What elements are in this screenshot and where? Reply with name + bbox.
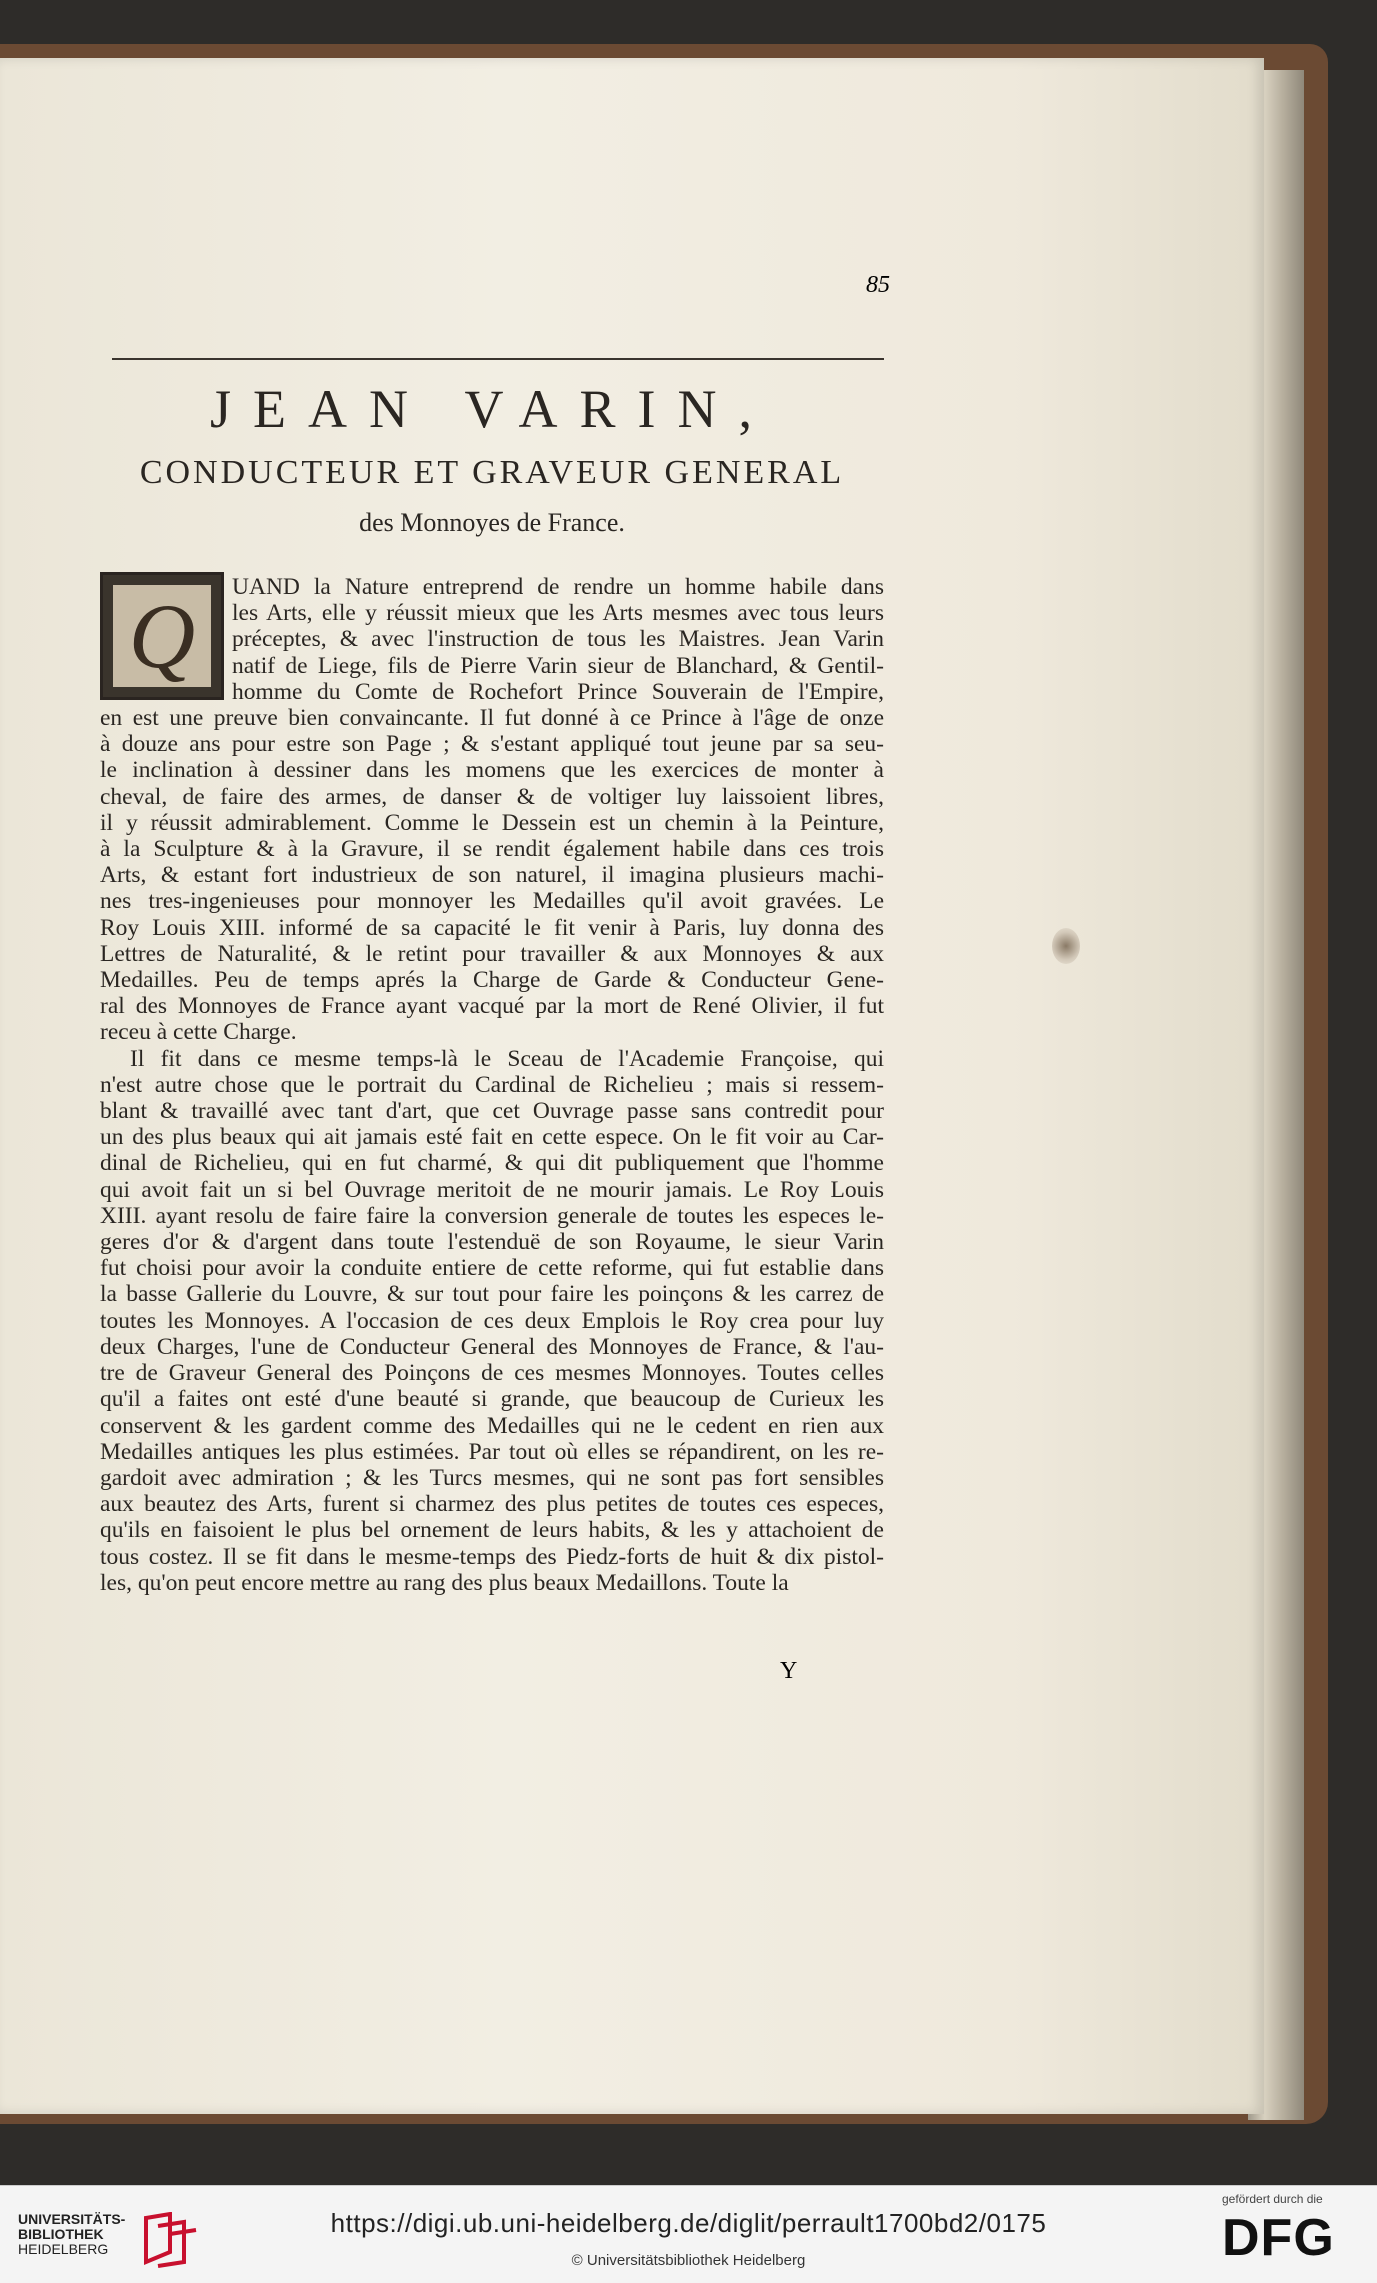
text-line: homme du Comte de Rochefort Prince Souverain de l'Empire, xyxy=(232,678,884,705)
paragraph-1 xyxy=(100,574,884,1046)
text-line: il y réussit admirablement. Comme le Dessein est un chemin à la Peinture, xyxy=(100,809,884,836)
text-line: Arts, & estant fort industrieux de son naturel, il imagina plusieurs machi- xyxy=(100,862,884,889)
footer-bar xyxy=(0,2185,1377,2283)
paragraph-2 xyxy=(100,1046,884,1596)
text-line: natif de Liege, fils de Pierre Varin sieur de Blanchard, & Gentil- xyxy=(232,652,884,679)
text-line: Medailles. Peu de temps aprés la Charge de Garde & Conducteur Gene- xyxy=(100,967,884,994)
funder-logo[interactable] xyxy=(1222,2192,1362,2276)
text-line: tous costez. Il se fit dans le mesme-temps des Piedz-forts de huit & dix pistol- xyxy=(100,1543,884,1570)
text-line: geres d'or & d'argent dans toute l'estenduë de son Royaume, le sieur Varin xyxy=(100,1229,884,1256)
library-name-line3: HEIDELBERG xyxy=(18,2241,109,2257)
drop-cap-letter: Q xyxy=(113,585,211,687)
text-line: le inclination à dessiner dans les momens que les exercices de monter à xyxy=(100,757,884,784)
text-line: toutes les Monnoyes. A l'occasion de ces deux Emplois le Roy crea pour luy xyxy=(100,1307,884,1334)
text-line: qu'il a faites ont esté d'une beauté si grande, que beaucoup de Curieux les xyxy=(100,1386,884,1413)
paper-stain xyxy=(1052,928,1080,964)
text-line: n'est autre chose que le portrait du Cardinal de Richelieu ; mais si ressem- xyxy=(100,1071,884,1098)
text-line: XIII. ayant resolu de faire faire la conversion generale de toutes les especes le- xyxy=(100,1202,884,1229)
body-text xyxy=(100,574,884,1596)
text-line: cheval, de faire des armes, de danser & de voltiger luy laissoient libres, xyxy=(100,783,884,810)
text-line: la basse Gallerie du Louvre, & sur tout pour faire les poinçons & les carrez de xyxy=(100,1281,884,1308)
text-line: blant & travaillé avec tant d'art, que cet Ouvrage passe sans contredit pour xyxy=(100,1098,884,1125)
text-line: à douze ans pour estre son Page ; & s'estant appliqué tout jeune par sa seu- xyxy=(100,731,884,758)
page-title: JEAN VARIN, xyxy=(209,379,775,439)
text-line: receu à cette Charge. xyxy=(100,1019,297,1046)
header-rule xyxy=(112,358,884,360)
text-line: Roy Louis XIII. informé de sa capacité le fit venir à Paris, luy donna des xyxy=(100,914,884,941)
text-line: gardoit avec admiration ; & les Turcs mesmes, qui ne sont pas fort sensibles xyxy=(100,1464,884,1491)
text-line: nes tres-ingenieuses pour monnoyer les Medailles qu'il avoit gravées. Le xyxy=(100,888,884,915)
text-line: aux beautez des Arts, furent si charmez des plus petites de toutes ces especes, xyxy=(100,1491,884,1518)
text-line: tre de Graveur General des Poinçons de ces mesmes Monnoyes. Toutes celles xyxy=(100,1360,884,1387)
text-line: Il fit dans ce mesme temps-là le Sceau de l'Academie Françoise, qui xyxy=(130,1045,884,1072)
text-line: Lettres de Naturalité, & le retint pour travailler & aux Monnoyes & aux xyxy=(100,940,884,967)
text-line: préceptes, & avec l'instruction de tous les Maistres. Jean Varin xyxy=(232,626,884,653)
text-line: qu'ils en faisoient le plus bel ornement de leurs habits, & les y attachoient de xyxy=(100,1517,884,1544)
page-subtitle-line2: des Monnoyes de France. xyxy=(359,508,625,537)
text-line: ral des Monnoyes de France ayant vacqué par la mort de René Olivier, il fut xyxy=(100,993,884,1020)
catchword: Y xyxy=(780,1658,798,1684)
text-line: dinal de Richelieu, qui en fut charmé, & qui dit publiquement que l'homme xyxy=(100,1150,884,1177)
library-name-line1: UNIVERSITÄTS- xyxy=(18,2211,126,2227)
text-line: les Arts, elle y réussit mieux que les Arts mesmes avec tous leurs xyxy=(232,600,884,627)
text-line: UAND la Nature entreprend de rendre un homme habile dans xyxy=(232,574,884,600)
text-line: deux Charges, l'une de Conducteur General des Monnoyes de France, & l'au- xyxy=(100,1333,884,1360)
permalink-url[interactable]: https://digi.ub.uni-heidelberg.de/diglit/perrault1700bd2/0175 xyxy=(330,2208,1047,2238)
copyright-text: © Universitätsbibliothek Heidelberg xyxy=(571,2252,806,2269)
text-line: fut choisi pour avoir la conduite entiere de cette reforme, qui fut establie dans xyxy=(100,1255,884,1282)
library-name-line2: BIBLIOTHEK xyxy=(18,2226,104,2242)
text-line: un des plus beaux qui ait jamais esté fait en cette espece. On le fit voir au Car- xyxy=(100,1124,884,1151)
funder-name: DFG xyxy=(1222,2209,1335,2267)
page-number: 85 xyxy=(866,272,890,298)
text-line: à la Sculpture & à la Gravure, il se rendit également habile dans ces trois xyxy=(100,836,884,863)
funder-label: gefördert durch die xyxy=(1222,2192,1323,2206)
text-line: les, qu'on peut encore mettre au rang des plus beaux Medaillons. Toute la xyxy=(100,1569,789,1596)
page-subtitle: CONDUCTEUR ET GRAVEUR GENERAL xyxy=(139,454,845,491)
text-line: Medailles antiques les plus estimées. Par tout où elles se répandirent, on les re- xyxy=(100,1438,884,1465)
text-line: conservent & les gardent comme des Medailles qui ne le cedent en rien aux xyxy=(100,1412,884,1439)
text-line: qui avoit fait un si bel Ouvrage meritoit de ne mourir jamais. Le Roy Louis xyxy=(100,1176,884,1203)
text-line: en est une preuve bien convaincante. Il fut donné à ce Prince à l'âge de onze xyxy=(100,705,884,732)
book-page xyxy=(0,58,1264,2114)
